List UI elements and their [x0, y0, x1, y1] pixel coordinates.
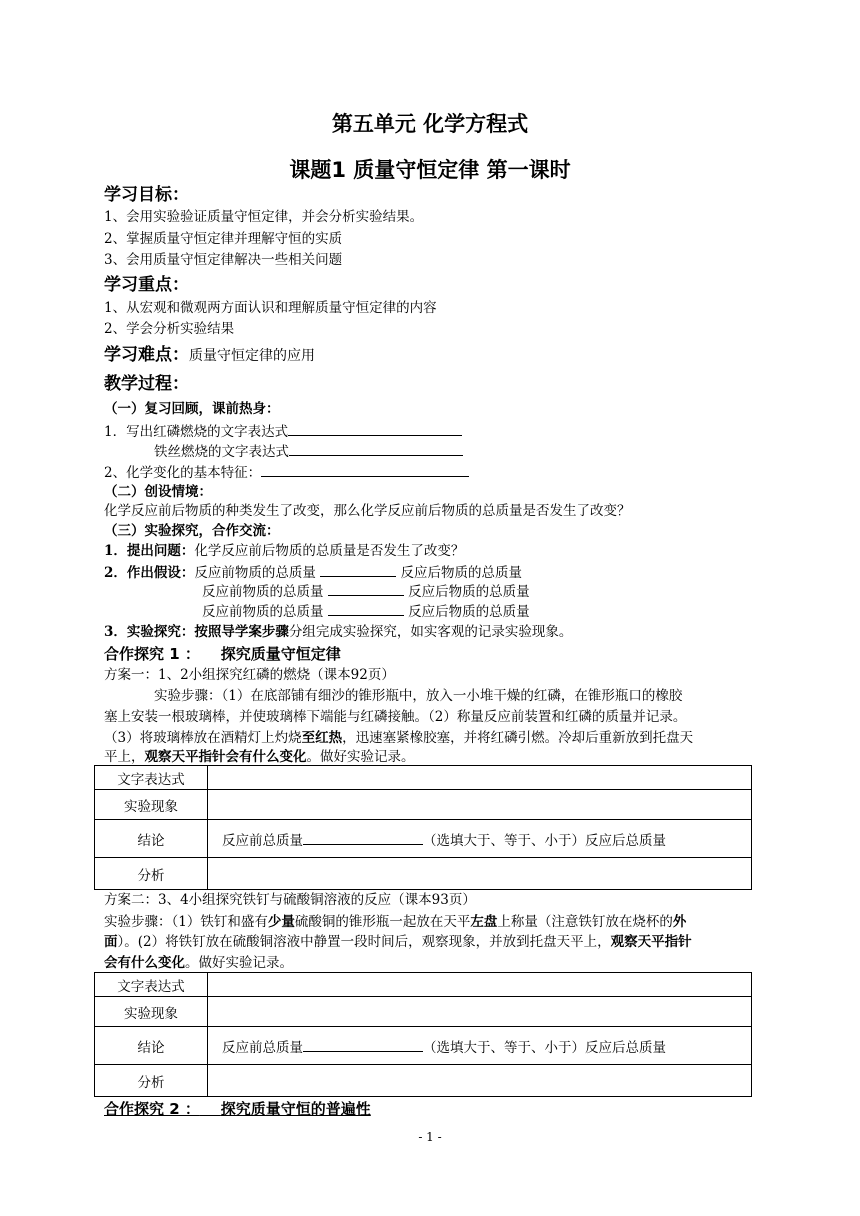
answer-blank[interactable]	[303, 1038, 423, 1052]
conclusion-before: 反应前总质量	[222, 1039, 303, 1056]
key-point-2: 2、学会分析实验结果	[104, 321, 235, 337]
plan1-title: 方案一：1、2小组探究红磷的燃烧（课本92页）	[104, 667, 395, 683]
hypothesis-before: 反应前物质的总质量	[202, 584, 324, 600]
analysis-cell[interactable]	[208, 858, 752, 890]
step-bold: 按照导学案步骤	[194, 624, 289, 640]
hypothesis-before: 反应前物质的总质量	[194, 565, 316, 581]
hypothesis-label: 2．作出假设：	[104, 565, 195, 581]
coop1-subtitle: 探究质量守恒定律	[220, 645, 341, 663]
table-row	[95, 766, 752, 790]
expression-cell[interactable]	[208, 766, 752, 790]
page-number: - 1 -	[418, 1130, 442, 1144]
table-row	[95, 790, 752, 820]
review-q1a	[104, 422, 462, 441]
coop2-subtitle: 探究质量守恒的普遍性	[220, 1100, 371, 1118]
plan1-line3-b: 至红热	[301, 730, 343, 746]
plan2-line2-c: 观察天平指针	[610, 934, 692, 950]
plan1-line4-c: 。做好实验记录。	[306, 749, 415, 765]
difficulty-line	[104, 344, 315, 367]
plan1-line4-b: 观察天平指针会有什么变化	[144, 749, 307, 765]
row-label-phenomenon: 实验现象	[95, 790, 208, 820]
coop1-heading	[104, 645, 341, 663]
plan1-line2: 塞上安装一根玻璃棒，并使玻璃棒下端能与红磷接触。（2）称量反应前装置和红磷的质量并记录。	[104, 709, 687, 725]
answer-blank	[289, 442, 463, 456]
plan1-line3-c: ，迅速塞紧橡胶塞，并将红磷引燃。冷却后重新放到托盘天	[342, 730, 694, 746]
answer-blank[interactable]	[303, 831, 423, 845]
review-q2	[104, 463, 469, 482]
plan2-line1	[104, 913, 686, 931]
explore-title: （三）实验探究，合作交流：	[104, 523, 280, 539]
step-label: 3．实验探究：	[104, 624, 195, 640]
difficulty-text: 质量守恒定律的应用	[189, 348, 315, 364]
phenomenon-cell[interactable]	[208, 997, 752, 1027]
plan1-line4	[104, 748, 415, 766]
goal-item-3: 3、会用质量守恒定律解决一些相关问题	[104, 252, 343, 268]
hypothesis-after: 反应后物质的总质量	[408, 584, 530, 600]
hypothesis-line-2	[202, 582, 530, 601]
hypothesis-before: 反应前物质的总质量	[202, 604, 324, 620]
plan2-line3-a: 会有什么变化	[104, 955, 185, 971]
plan1-line1: 实验步骤：（1）在底部铺有细沙的锥形瓶中，放入一小堆干燥的红磷，在锥形瓶口的橡胶	[154, 688, 683, 704]
key-points-heading: 学习重点：	[104, 275, 189, 295]
process-heading: 教学过程：	[104, 374, 189, 394]
difficulty-heading: 学习难点：	[104, 345, 189, 365]
conclusion-before: 反应前总质量	[222, 832, 303, 849]
coop2-title: 合作探究 2 ：	[104, 1100, 200, 1118]
plan2-line3	[104, 954, 293, 972]
expression-cell[interactable]	[208, 973, 752, 997]
row-label-analysis: 分析	[95, 1065, 208, 1097]
hypothesis-after: 反应后物质的总质量	[408, 604, 530, 620]
answer-blank	[328, 582, 404, 596]
hypothesis-line-3	[202, 602, 530, 621]
conclusion-cell	[208, 820, 752, 858]
review-q1a-text: 1．写出红磷燃烧的文字表达式	[104, 424, 289, 440]
table-row	[95, 858, 752, 890]
lesson-title: 课题1 质量守恒定律 第一课时	[289, 158, 571, 182]
review-q1b	[154, 442, 463, 461]
phenomenon-cell[interactable]	[208, 790, 752, 820]
step-text: 分组完成实验探究，如实客观的记录实验现象。	[288, 624, 573, 640]
goal-item-1: 1、会用实验验证质量守恒定律，并会分析实验结果。	[104, 209, 424, 225]
review-q1b-text: 铁丝燃烧的文字表达式	[154, 444, 289, 460]
answer-blank	[328, 602, 404, 616]
plan2-line2-a: 面	[104, 934, 118, 950]
answer-blank	[288, 422, 462, 436]
goals-heading: 学习目标：	[104, 185, 189, 205]
row-label-conclusion: 结论	[95, 820, 208, 858]
table-row	[95, 820, 752, 858]
scenario-title: （二）创设情境：	[104, 484, 212, 500]
plan2-line3-b: 。做好实验记录。	[185, 955, 293, 971]
row-label-expression: 文字表达式	[95, 766, 208, 790]
conclusion-cell	[208, 1027, 752, 1065]
record-table-2	[94, 972, 752, 1097]
conclusion-after: （选填大于、等于、小于）反应后总质量	[423, 832, 666, 849]
question-label: 1．提出问题：	[104, 543, 195, 559]
scenario-text: 化学反应前后物质的种类发生了改变，那么化学反应前后物质的总质量是否发生了改变？	[104, 503, 631, 519]
question-text: 化学反应前后物质的总质量是否发生了改变？	[194, 543, 465, 559]
plan2-line1-a: 实验步骤：（1）铁钉和盛有	[104, 914, 268, 930]
plan2-title: 方案二：3、4小组探究铁钉与硫酸铜溶液的反应（课本93页）	[104, 892, 476, 908]
conclusion-after: （选填大于、等于、小于）反应后总质量	[423, 1039, 666, 1056]
row-label-conclusion: 结论	[95, 1027, 208, 1065]
table-row	[95, 1065, 752, 1097]
row-label-expression: 文字表达式	[95, 973, 208, 997]
key-point-1: 1、从宏观和微观两方面认识和理解质量守恒定律的内容	[104, 300, 437, 316]
review-q2-text: 2、化学变化的基本特征：	[104, 465, 262, 481]
hypothesis-after: 反应后物质的总质量	[400, 565, 522, 581]
review-title: （一）复习回顾，课前热身：	[104, 401, 280, 417]
plan2-line1-e: 上称量（注意铁钉放在烧杯的	[497, 914, 673, 930]
plan2-line1-c: 硫酸铜的锥形瓶一起放在天平	[294, 914, 471, 930]
plan1-line3-a: （3）将玻璃棒放在酒精灯上灼烧	[104, 730, 302, 746]
plan2-line2	[104, 933, 692, 951]
plan2-line1-d: 左盘	[470, 914, 498, 930]
answer-blank	[320, 563, 396, 577]
record-table-1	[94, 765, 752, 890]
question-line	[104, 542, 464, 560]
plan2-line2-b: ）。(2）将铁钉放在硫酸铜溶液中静置一段时间后，观察现象，并放到托盘天平上，	[117, 934, 611, 950]
row-label-phenomenon: 实验现象	[95, 997, 208, 1027]
goal-item-2: 2、掌握质量守恒定律并理解守恒的实质	[104, 231, 343, 247]
plan2-line1-f: 外	[672, 914, 687, 930]
unit-title: 第五单元 化学方程式	[331, 112, 529, 136]
row-label-analysis: 分析	[95, 858, 208, 890]
analysis-cell[interactable]	[208, 1065, 752, 1097]
table-row	[95, 997, 752, 1027]
step-line	[104, 623, 572, 641]
table-row	[95, 1027, 752, 1065]
plan1-line3	[104, 729, 693, 747]
plan2-line1-b: 少量	[267, 914, 295, 930]
coop1-title: 合作探究 1 ：	[104, 645, 200, 663]
coop2-heading	[104, 1100, 371, 1118]
hypothesis-line-1	[104, 563, 522, 582]
answer-blank	[261, 463, 469, 477]
plan1-line4-a: 平上，	[104, 749, 145, 765]
table-row	[95, 973, 752, 997]
